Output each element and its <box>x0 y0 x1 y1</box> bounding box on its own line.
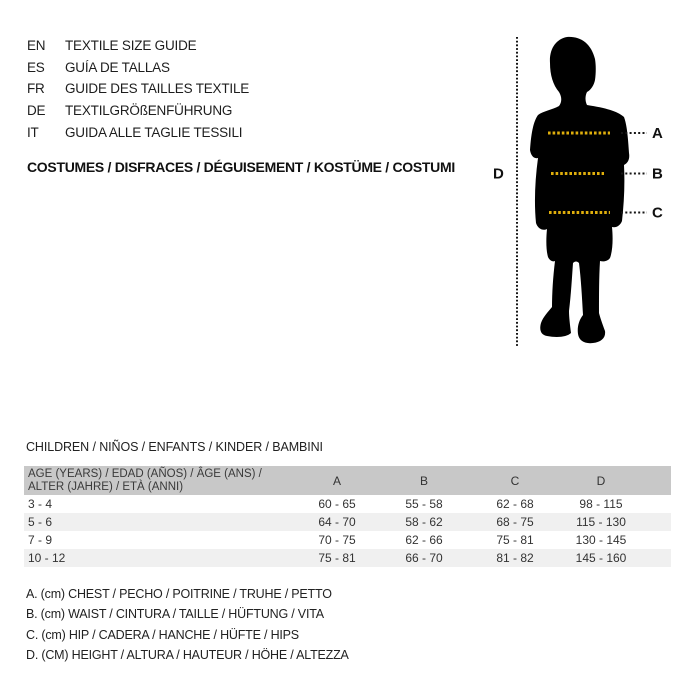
height-value-cell: 130 - 145 <box>575 533 627 547</box>
measurement-legend <box>26 584 349 666</box>
section-title-children: CHILDREN / NIÑOS / ENFANTS / KINDER / BAMBINI <box>26 440 323 454</box>
language-code: EN <box>27 38 46 54</box>
language-row-it <box>27 121 249 143</box>
table-row <box>24 549 671 567</box>
table-header-row <box>24 466 671 495</box>
language-row-fr <box>27 78 249 100</box>
waist-label: B <box>652 165 663 183</box>
waist-value-cell: 58 - 62 <box>405 515 443 529</box>
chest-value-cell: 75 - 81 <box>318 551 356 565</box>
age-header-line1: AGE (YEARS) / EDAD (AÑOS) / ÂGE (ANS) / <box>28 467 262 480</box>
chest-value-cell: 64 - 70 <box>318 515 356 529</box>
height-value-cell: 145 - 160 <box>575 551 627 565</box>
legend-height: D. (CM) HEIGHT / ALTURA / HAUTEUR / HÖHE / ALTEZZA <box>26 648 349 663</box>
waist-value-cell: 66 - 70 <box>405 551 443 565</box>
language-code: DE <box>27 103 46 119</box>
waist-value-cell: 55 - 58 <box>405 497 443 511</box>
child-silhouette <box>530 37 629 343</box>
language-row-en <box>27 35 249 57</box>
chest-label: A <box>652 125 663 142</box>
size-table <box>24 466 671 567</box>
hip-value-cell: 68 - 75 <box>496 515 534 529</box>
language-title: GUIDE DES TAILLES TEXTILE <box>65 81 250 97</box>
age-cell: 3 - 4 <box>28 497 53 511</box>
column-header-a: A <box>332 473 341 488</box>
height-label: D <box>493 165 504 183</box>
language-title: TEXTILGRÖßENFÜHRUNG <box>65 103 233 119</box>
legend-hip: C. (cm) HIP / CADERA / HANCHE / HÜFTE / HIPS <box>26 627 299 642</box>
language-row-de <box>27 100 249 122</box>
language-code: FR <box>27 81 45 97</box>
category-title: COSTUMES / DISFRACES / DÉGUISEMENT / KOSTÜME / COSTUMI <box>27 159 455 175</box>
language-code: ES <box>27 59 45 75</box>
table-row <box>24 513 671 531</box>
age-column-header <box>24 468 294 494</box>
age-cell: 10 - 12 <box>28 551 66 565</box>
column-header-b: B <box>419 473 428 488</box>
hip-label: C <box>652 204 663 222</box>
height-value-cell: 98 - 115 <box>579 497 623 511</box>
age-header-line2: ALTER (JAHRE) / ETÀ (ANNI) <box>28 480 184 493</box>
table-row <box>24 531 671 549</box>
legend-waist: B. (cm) WAIST / CINTURA / TAILLE / HÜFTUNG / VITA <box>26 607 324 622</box>
hip-value-cell: 62 - 68 <box>496 497 534 511</box>
chest-value-cell: 70 - 75 <box>318 533 356 547</box>
hip-value-cell: 75 - 81 <box>496 533 534 547</box>
column-header-d: D <box>596 473 606 488</box>
age-cell: 5 - 6 <box>28 515 53 529</box>
language-code: IT <box>27 124 39 140</box>
language-title: GUIDA ALLE TAGLIE TESSILI <box>65 124 243 140</box>
table-row <box>24 495 671 513</box>
age-cell: 7 - 9 <box>28 533 53 547</box>
language-title: TEXTILE SIZE GUIDE <box>65 38 197 54</box>
height-value-cell: 115 - 130 <box>576 515 626 529</box>
hip-value-cell: 81 - 82 <box>496 551 534 565</box>
language-title-block <box>27 35 249 143</box>
measurement-figure <box>485 25 665 355</box>
waist-value-cell: 62 - 66 <box>405 533 443 547</box>
language-row-es <box>27 57 249 79</box>
column-header-c: C <box>510 473 520 488</box>
language-title: GUÍA DE TALLAS <box>65 59 170 75</box>
chest-value-cell: 60 - 65 <box>318 497 356 511</box>
legend-chest: A. (cm) CHEST / PECHO / POITRINE / TRUHE / PETTO <box>26 587 332 601</box>
